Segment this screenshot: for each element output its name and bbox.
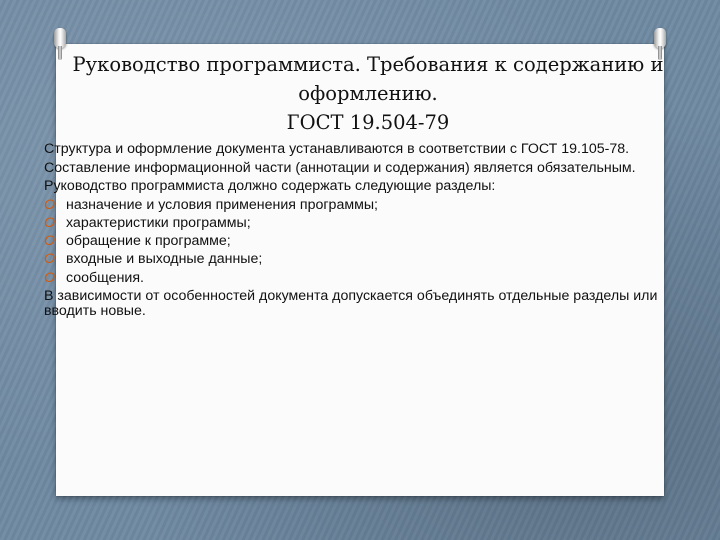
bullet-marker-icon: O (44, 269, 56, 286)
body-paragraph: Руководство программиста должно содержать следующие разделы: (44, 178, 496, 195)
list-item-text: обращение к программе; (66, 233, 231, 250)
list-item (44, 198, 674, 214)
slide-body (44, 142, 674, 323)
slide-title (40, 50, 696, 137)
body-paragraph: Составление информационной части (аннотации и содержания) является обязательным. (44, 159, 636, 176)
list-item (44, 271, 674, 287)
list-item-text: назначение и условия применения программы; (66, 196, 378, 213)
list-item (44, 234, 674, 250)
body-paragraph: Структура и оформление документа устанавливаются в соответствии с ГОСТ 19.105-78. (44, 141, 630, 157)
list-item (44, 252, 674, 268)
title-line: оформлению. (298, 82, 438, 105)
title-line: Руководство программиста. Требования к содержанию и (72, 53, 664, 76)
sections-list (44, 198, 674, 286)
list-item-text: сообщения. (66, 269, 144, 286)
bullet-marker-icon: O (44, 251, 56, 268)
title-line: ГОСТ 19.504-79 (286, 111, 450, 134)
list-item-text: входные и выходные данные; (66, 251, 263, 268)
bullet-marker-icon: O (44, 214, 56, 231)
bullet-marker-icon: O (44, 196, 56, 213)
list-item-text: характеристики программы; (66, 214, 251, 231)
body-paragraph: В зависимости от особенностей документа допускается объединять отдельные разделы или вводить новые. (44, 287, 658, 320)
list-item (44, 216, 674, 232)
bullet-marker-icon: O (44, 233, 56, 250)
